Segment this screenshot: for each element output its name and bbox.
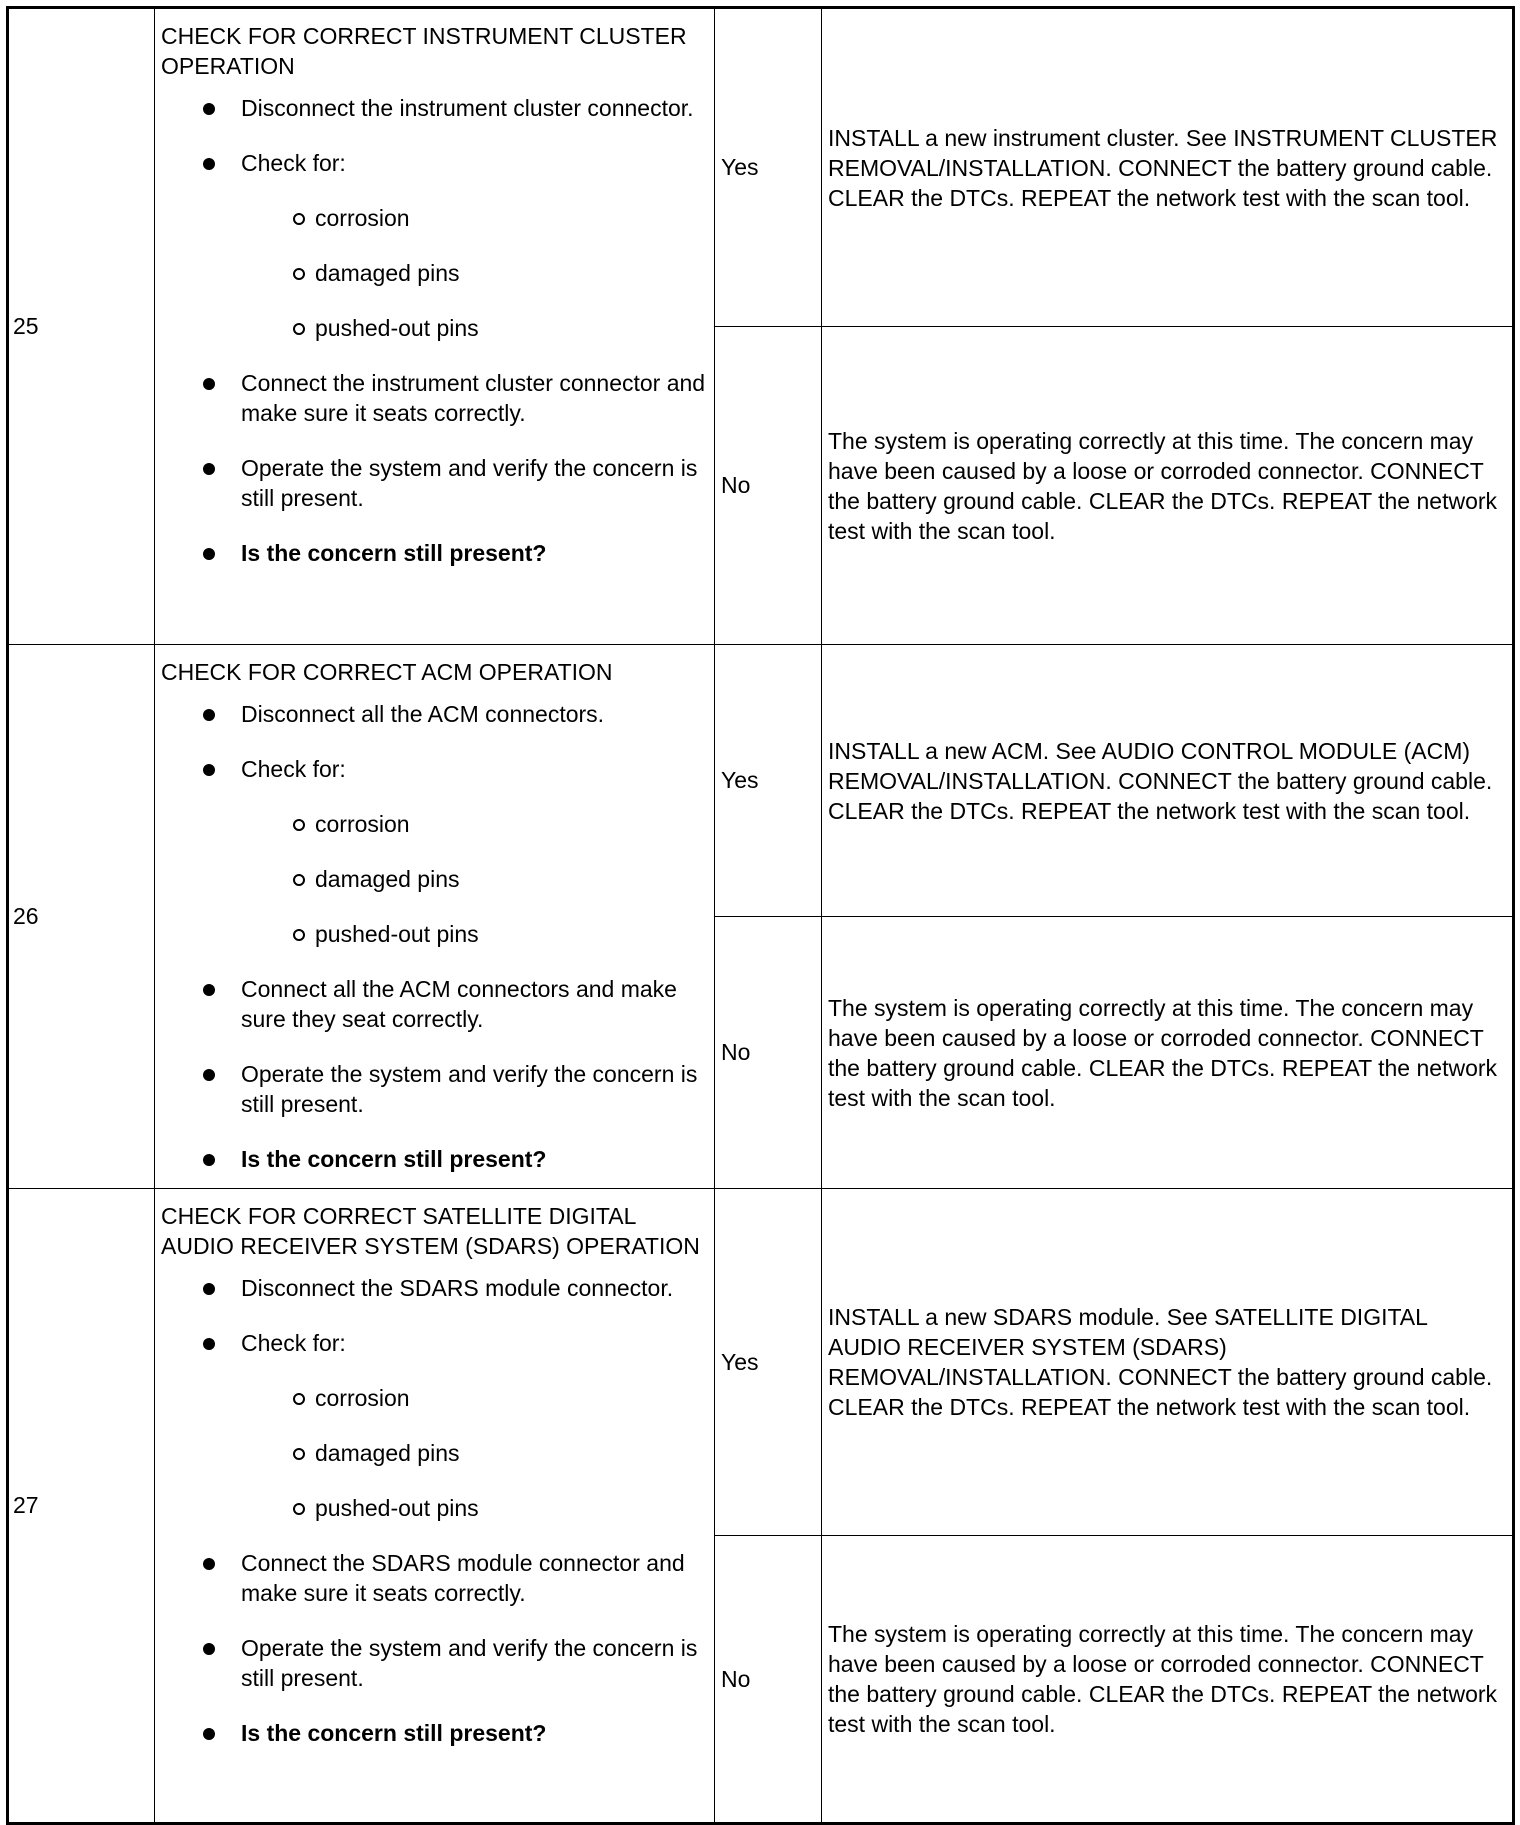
yes-result: INSTALL a new SDARS module. See SATELLITE DIGITAL AUDIO RECEIVER SYSTEM (SDARS) REMOVAL/INSTALLATION. CONNECT the battery ground cable. CLEAR the DTCs. REPEAT the network test with the scan tool. xyxy=(822,1189,1514,1536)
sub-item-corrosion: corrosion xyxy=(241,203,710,233)
bullet-connect: Connect the instrument cluster connector and make sure it seats correctly. xyxy=(161,368,710,428)
yes-label: Yes xyxy=(715,645,822,917)
bullet-question: Is the concern still present? xyxy=(161,1144,710,1174)
bullet-operate: Operate the system and verify the concern is still present. xyxy=(161,1059,710,1119)
step-row-yes xyxy=(8,1189,1514,1536)
bullet-connect: Connect the SDARS module connector and make sure it seats correctly. xyxy=(161,1548,710,1608)
yes-label: Yes xyxy=(715,8,822,327)
step-title: CHECK FOR CORRECT SATELLITE DIGITAL AUDIO RECEIVER SYSTEM (SDARS) OPERATION xyxy=(161,1203,700,1259)
bullet-operate: Operate the system and verify the concern is still present. xyxy=(161,453,710,513)
bullet-check-for xyxy=(161,148,710,343)
check-for-label: Check for: xyxy=(241,150,346,176)
no-result: The system is operating correctly at this time. The concern may have been caused by a loose or corroded connector. CONNECT the battery ground cable. CLEAR the DTCs. REPEAT the network test with the scan tool. xyxy=(822,1536,1514,1824)
step-number: 27 xyxy=(8,1189,155,1824)
yes-result: INSTALL a new ACM. See AUDIO CONTROL MODULE (ACM) REMOVAL/INSTALLATION. CONNECT the battery ground cable. CLEAR the DTCs. REPEAT the network test with the scan tool. xyxy=(822,645,1514,917)
step-bullet-list xyxy=(161,93,710,568)
step-bullet-list xyxy=(161,699,710,1174)
sub-item-damaged-pins: damaged pins xyxy=(241,864,710,894)
sub-item-pushed-out-pins: pushed-out pins xyxy=(241,313,710,343)
bullet-check-for xyxy=(161,754,710,949)
bullet-disconnect: Disconnect all the ACM connectors. xyxy=(161,699,710,729)
check-for-label: Check for: xyxy=(241,756,346,782)
step-bullet-list xyxy=(161,1273,710,1748)
sub-item-damaged-pins: damaged pins xyxy=(241,1438,710,1468)
check-sub-list xyxy=(241,809,710,949)
no-result: The system is operating correctly at this time. The concern may have been caused by a loose or corroded connector. CONNECT the battery ground cable. CLEAR the DTCs. REPEAT the network test with the scan tool. xyxy=(822,917,1514,1189)
step-title: CHECK FOR CORRECT INSTRUMENT CLUSTER OPERATION xyxy=(161,23,687,79)
step-row-yes xyxy=(8,8,1514,327)
bullet-operate: Operate the system and verify the concern is still present. xyxy=(161,1633,710,1693)
check-for-label: Check for: xyxy=(241,1330,346,1356)
check-sub-list xyxy=(241,203,710,343)
no-result: The system is operating correctly at this time. The concern may have been caused by a loose or corroded connector. CONNECT the battery ground cable. CLEAR the DTCs. REPEAT the network test with the scan tool. xyxy=(822,327,1514,645)
no-label: No xyxy=(715,1536,822,1824)
bullet-question: Is the concern still present? xyxy=(161,1718,710,1748)
sub-item-pushed-out-pins: pushed-out pins xyxy=(241,1493,710,1523)
step-action-cell xyxy=(155,8,715,645)
sub-item-damaged-pins: damaged pins xyxy=(241,258,710,288)
yes-label: Yes xyxy=(715,1189,822,1536)
pinpoint-test-table xyxy=(6,6,1515,1825)
step-number: 25 xyxy=(8,8,155,645)
sub-item-corrosion: corrosion xyxy=(241,809,710,839)
step-title: CHECK FOR CORRECT ACM OPERATION xyxy=(161,659,613,685)
bullet-disconnect: Disconnect the instrument cluster connector. xyxy=(161,93,710,123)
step-action-cell xyxy=(155,645,715,1189)
step-number: 26 xyxy=(8,645,155,1189)
bullet-check-for xyxy=(161,1328,710,1523)
no-label: No xyxy=(715,917,822,1189)
bullet-disconnect: Disconnect the SDARS module connector. xyxy=(161,1273,710,1303)
bullet-question: Is the concern still present? xyxy=(161,538,710,568)
sub-item-pushed-out-pins: pushed-out pins xyxy=(241,919,710,949)
step-row-yes xyxy=(8,645,1514,917)
check-sub-list xyxy=(241,1383,710,1523)
sub-item-corrosion: corrosion xyxy=(241,1383,710,1413)
step-action-cell xyxy=(155,1189,715,1824)
no-label: No xyxy=(715,327,822,645)
yes-result: INSTALL a new instrument cluster. See INSTRUMENT CLUSTER REMOVAL/INSTALLATION. CONNECT the battery ground cable. CLEAR the DTCs. REPEAT the network test with the scan tool. xyxy=(822,8,1514,327)
bullet-connect: Connect all the ACM connectors and make sure they seat correctly. xyxy=(161,974,710,1034)
